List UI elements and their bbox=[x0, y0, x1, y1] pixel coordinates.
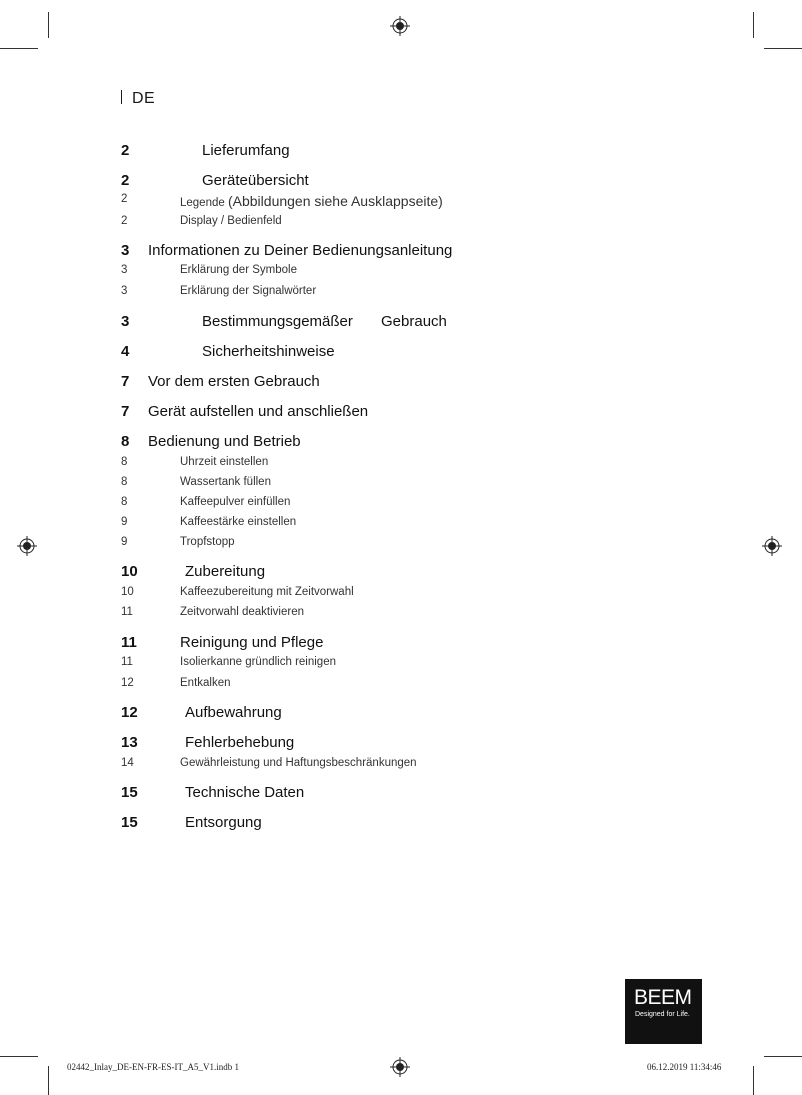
toc-subentry-note: (Abbildungen siehe Ausklappseite) bbox=[227, 193, 443, 209]
toc-subentry-title: Kaffeezubereitung mit Zeitvorwahl bbox=[180, 586, 354, 598]
toc-entry-page-number: 10 bbox=[121, 563, 138, 580]
toc-entry-page-number: 11 bbox=[121, 634, 137, 651]
toc-subentry-title: Display / Bedienfeld bbox=[180, 215, 282, 227]
toc-subentry-title: Kaffeepulver einfüllen bbox=[180, 496, 291, 508]
toc-subentry-page-number: 9 bbox=[121, 536, 128, 548]
toc-entry-page-number: 4 bbox=[121, 343, 130, 360]
toc-subentry-page-number: 8 bbox=[121, 476, 128, 488]
toc-entry-title: Bestimmungsgemäßer bbox=[202, 313, 353, 330]
toc-entry-title: Geräteübersicht bbox=[202, 172, 309, 189]
toc-entry-page-number: 3 bbox=[121, 313, 130, 330]
toc-entry-page-number: 8 bbox=[121, 433, 130, 450]
toc-entry-title: Gerät aufstellen und anschließen bbox=[148, 403, 369, 420]
toc-subentry-title: Erklärung der Symbole bbox=[180, 264, 297, 276]
toc-subentry-page-number: 2 bbox=[121, 215, 128, 227]
toc-entry-page-number: 3 bbox=[121, 242, 130, 259]
toc-subentry-page-number: 11 bbox=[121, 656, 133, 668]
toc-entry-page-number: 2 bbox=[121, 172, 130, 189]
toc-subentry-page-number: 12 bbox=[121, 677, 134, 689]
crop-mark bbox=[764, 48, 802, 49]
registration-mark-icon bbox=[762, 536, 782, 556]
toc-entry-title: Sicherheitshinweise bbox=[202, 343, 335, 360]
toc-entry-title: Zubereitung bbox=[185, 563, 266, 580]
page-header-divider bbox=[121, 90, 122, 104]
toc-subentry-page-number: 2 bbox=[121, 193, 128, 205]
crop-mark bbox=[753, 12, 754, 38]
toc-subentry-title bbox=[180, 193, 443, 209]
toc-subentry-page-number: 14 bbox=[121, 757, 134, 769]
toc-subentry-page-number: 8 bbox=[121, 456, 128, 468]
brand-logo bbox=[625, 979, 702, 1044]
toc-subentry-title: Kaffeestärke einstellen bbox=[180, 516, 297, 528]
crop-mark bbox=[753, 1066, 754, 1095]
toc-subentry-page-number: 3 bbox=[121, 264, 128, 276]
toc-subentry-page-number: 9 bbox=[121, 516, 128, 528]
toc-entry-title: Vor dem ersten Gebrauch bbox=[148, 373, 320, 390]
toc-entry-page-number: 7 bbox=[121, 373, 130, 390]
toc-entry-title: Technische Daten bbox=[185, 784, 305, 801]
toc-subentry-title: Tropfstopp bbox=[180, 536, 235, 548]
toc-subentry-title: Zeitvorwahl deaktivieren bbox=[180, 606, 305, 618]
toc-subentry-title: Isolierkanne gründlich reinigen bbox=[180, 656, 336, 668]
toc-subentry-title: Erklärung der Signalwörter bbox=[180, 285, 317, 297]
page-header bbox=[121, 90, 155, 108]
crop-mark bbox=[764, 1056, 802, 1057]
toc-entry-title-continued: Gebrauch bbox=[381, 313, 447, 330]
registration-mark-icon bbox=[390, 16, 410, 36]
footer-timestamp: 06.12.2019 11:34:46 bbox=[647, 1062, 722, 1072]
toc-entry-page-number: 7 bbox=[121, 403, 130, 420]
toc-subentry-title: Uhrzeit einstellen bbox=[180, 456, 269, 468]
toc-subentry-page-number: 3 bbox=[121, 285, 128, 297]
toc-entry-title: Informationen zu Deiner Bedienungsanleitung bbox=[148, 242, 453, 259]
toc-subentry-title: Gewährleistung und Haftungsbeschränkungen bbox=[180, 757, 417, 769]
toc-entry-title: Bedienung und Betrieb bbox=[148, 433, 301, 450]
registration-mark-icon bbox=[17, 536, 37, 556]
brand-tagline: Designed for Life. bbox=[635, 1011, 690, 1018]
toc-subentry-page-number: 11 bbox=[121, 606, 133, 618]
toc-entry-title: Aufbewahrung bbox=[185, 704, 282, 721]
toc-subentry-prefix: Legende bbox=[180, 197, 225, 209]
toc-entry-title: Lieferumfang bbox=[202, 142, 290, 159]
registration-mark-icon bbox=[390, 1057, 410, 1077]
toc-entry-page-number: 2 bbox=[121, 142, 130, 159]
crop-mark bbox=[48, 1066, 49, 1095]
toc-entry-title: Reinigung und Pflege bbox=[180, 634, 324, 651]
toc-entry-page-number: 12 bbox=[121, 704, 138, 721]
toc-subentry-page-number: 8 bbox=[121, 496, 128, 508]
toc-entry-page-number: 13 bbox=[121, 734, 138, 751]
toc-subentry-title: Wassertank füllen bbox=[180, 476, 271, 488]
page-language-label: DE bbox=[132, 90, 156, 107]
toc-entry-title: Fehlerbehebung bbox=[185, 734, 295, 751]
crop-mark bbox=[48, 12, 49, 38]
toc-entry-page-number: 15 bbox=[121, 784, 138, 801]
footer-filename: 02442_Inlay_DE-EN-FR-ES-IT_A5_V1.indb 1 bbox=[67, 1062, 239, 1072]
crop-mark bbox=[0, 48, 38, 49]
toc-entry-title: Entsorgung bbox=[185, 814, 262, 831]
toc-entry-page-number: 15 bbox=[121, 814, 138, 831]
toc-subentry-page-number: 10 bbox=[121, 586, 134, 598]
brand-name: BEEM bbox=[634, 986, 692, 1009]
crop-mark bbox=[0, 1056, 38, 1057]
toc-subentry-title: Entkalken bbox=[180, 677, 231, 689]
